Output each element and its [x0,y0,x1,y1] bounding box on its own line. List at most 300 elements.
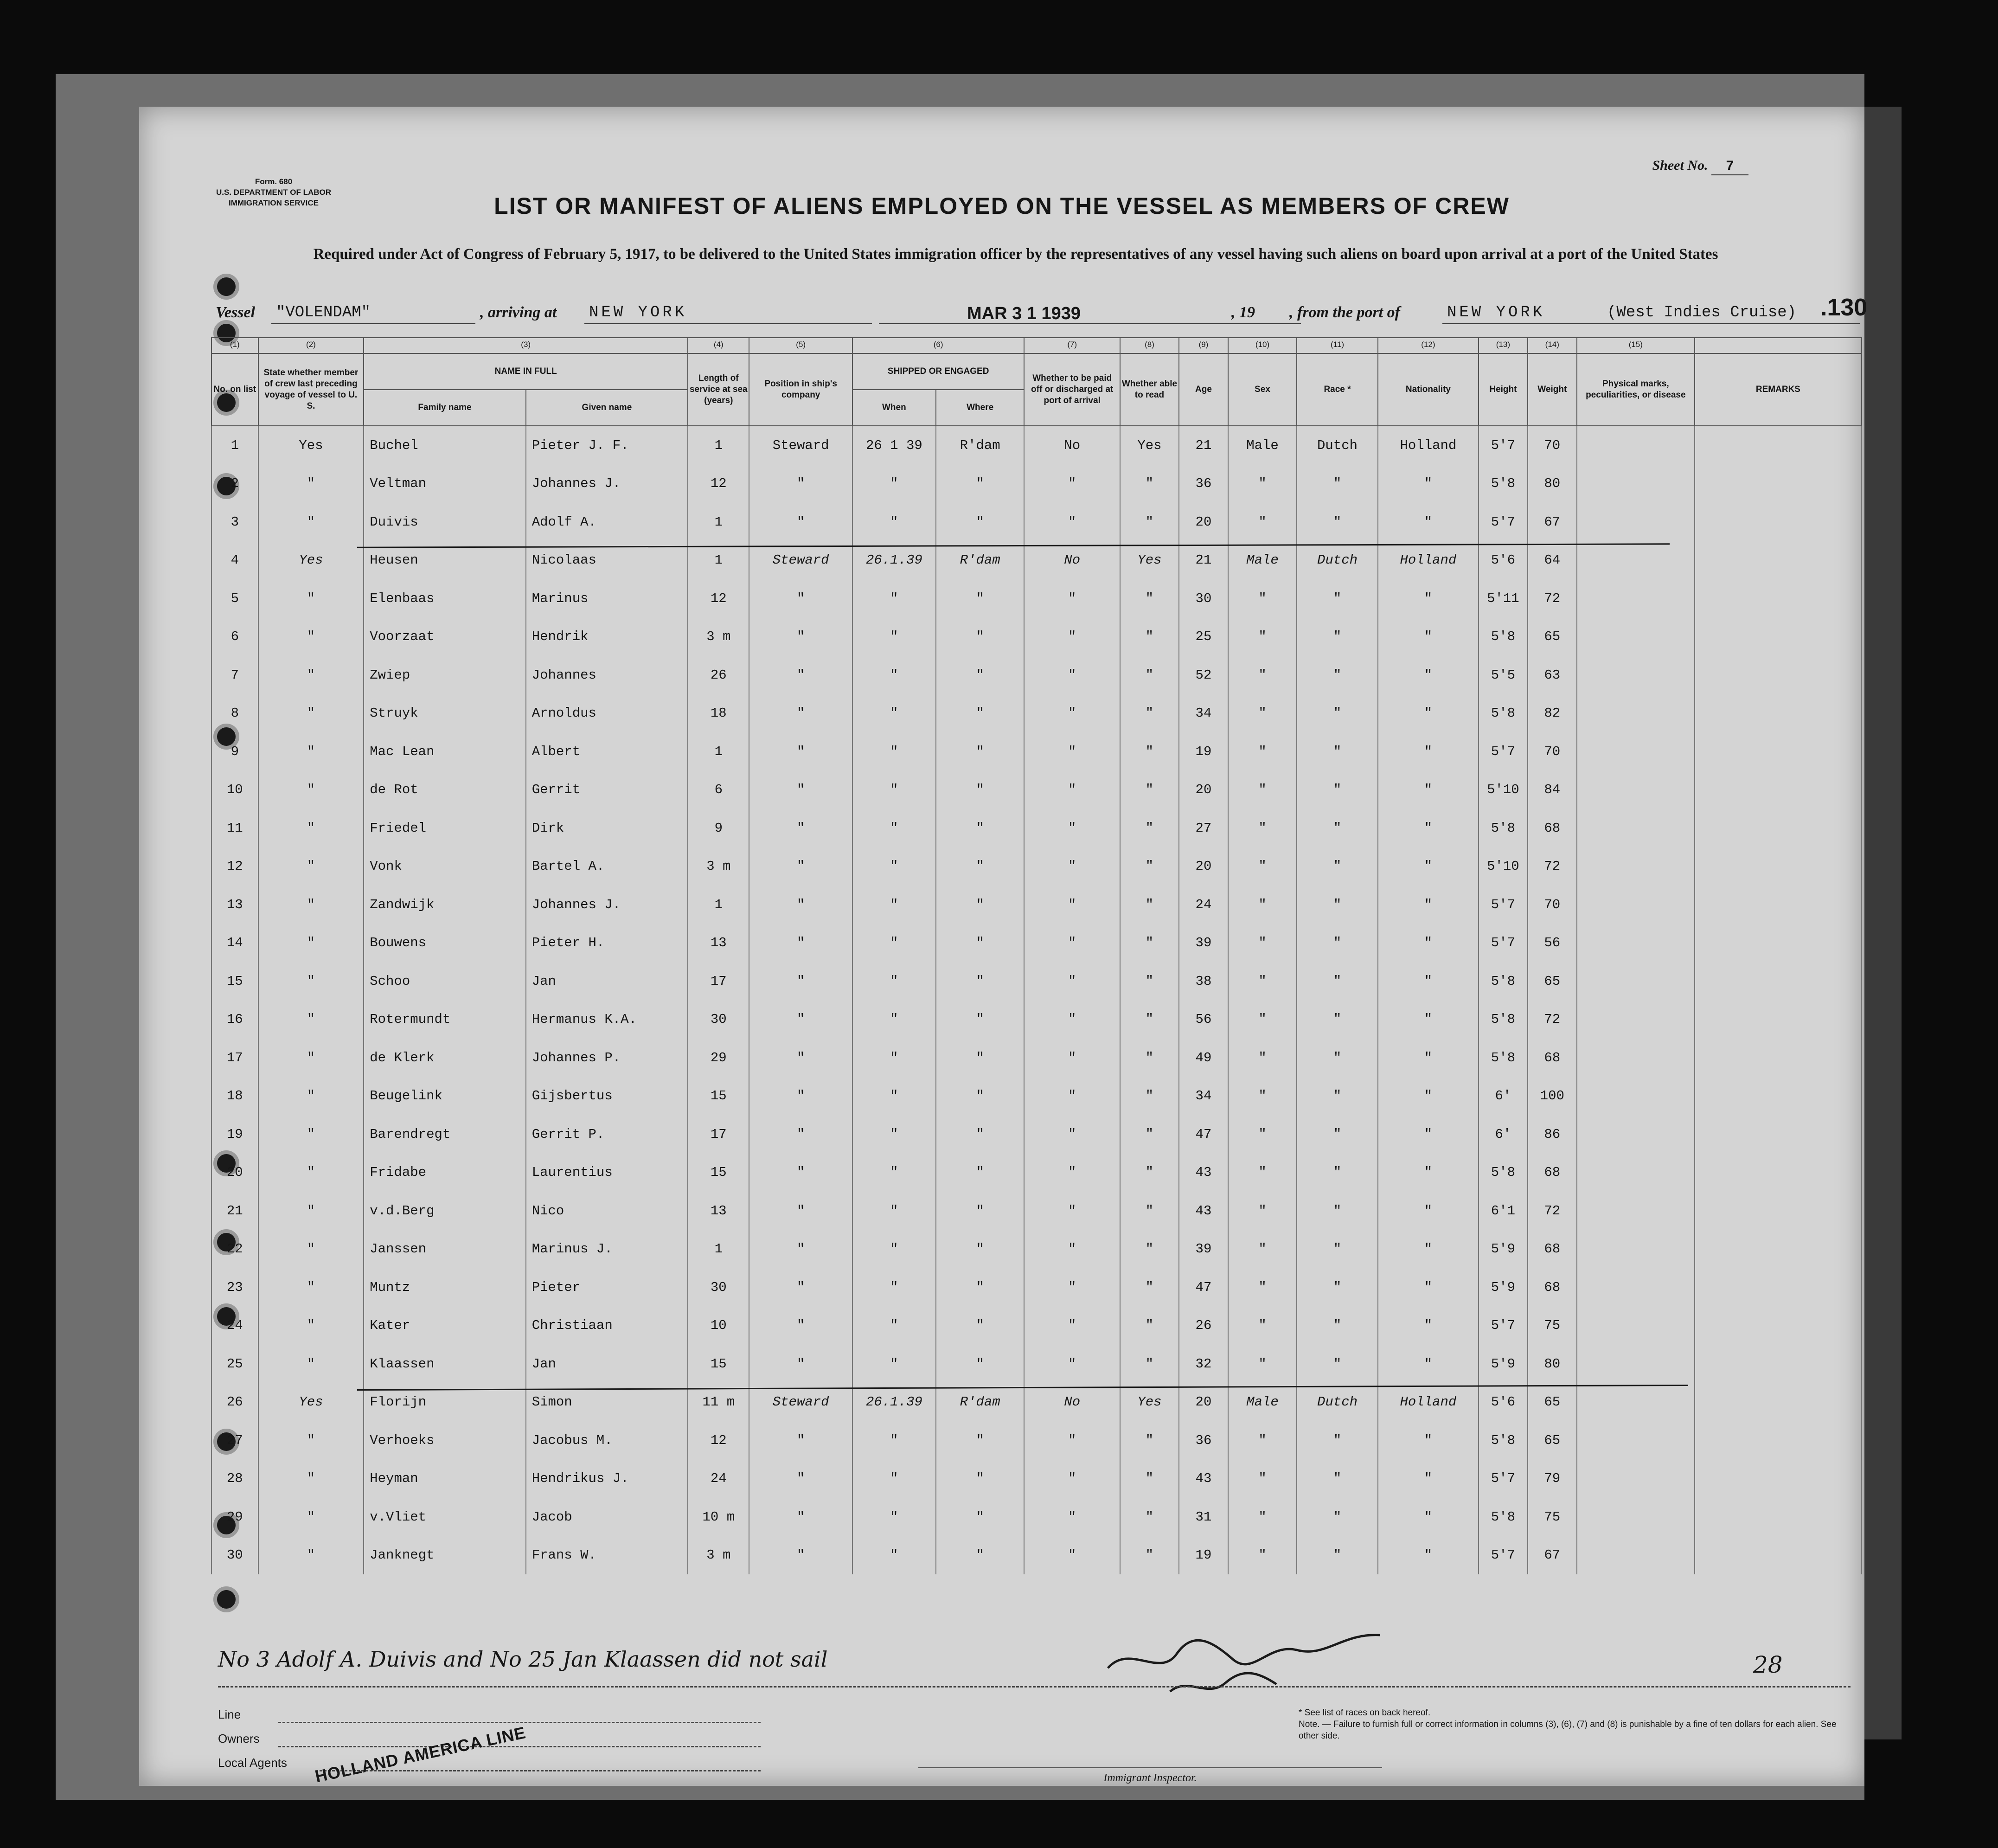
cell-age: 21 [1179,426,1228,465]
cell-previous-voyage: " [258,1460,364,1498]
cell-previous-voyage: " [258,694,364,733]
cell-age: 30 [1179,579,1228,618]
arrival-date: MAR 3 1 1939 [967,304,1081,323]
cell-age: 38 [1179,962,1228,1001]
cell-sex: " [1228,656,1297,694]
table-row [211,1192,1862,1230]
cell-race: " [1297,962,1378,1001]
cell-physical-marks [1577,503,1695,541]
table-row [211,809,1862,847]
cell-height: 5'6 [1479,1383,1528,1422]
col-number: (4) [688,338,749,353]
cell-weight: 68 [1528,1268,1577,1307]
cell-physical-marks [1577,1154,1695,1192]
cell-given-name: Albert [526,732,688,771]
cell-sex: " [1228,1268,1297,1307]
cell-age: 20 [1179,1383,1228,1422]
cell-row-number: 28 [211,1460,258,1498]
cell-height: 5'8 [1479,694,1528,733]
col-number: (10) [1228,338,1297,353]
table-row [211,886,1862,924]
cell-paid-off: " [1024,771,1120,809]
cell-paid-off: " [1024,465,1120,503]
cell-weight: 86 [1528,1115,1577,1154]
cell-shipped-when: 26 1 39 [852,426,936,465]
cell-height: 5'7 [1479,503,1528,541]
cell-shipped-when: " [852,809,936,847]
cell-length-of-service: 1 [688,1230,749,1269]
cell-length-of-service: 15 [688,1154,749,1192]
cell-length-of-service: 12 [688,1421,749,1460]
cell-nationality: " [1378,962,1479,1001]
cell-shipped-when: " [852,694,936,733]
cell-paid-off: No [1024,541,1120,580]
cell-height: 5'6 [1479,541,1528,580]
cell-remarks [1695,1154,1862,1192]
cell-given-name: Pieter [526,1268,688,1307]
cell-height: 5'8 [1479,809,1528,847]
cell-physical-marks [1577,1460,1695,1498]
cell-row-number: 29 [211,1498,258,1536]
cell-paid-off: " [1024,1460,1120,1498]
cell-shipped-when: " [852,1039,936,1077]
cell-shipped-where: " [936,771,1025,809]
cell-age: 31 [1179,1498,1228,1536]
cell-height: 5'8 [1479,1039,1528,1077]
cell-family-name: Fridabe [364,1154,525,1192]
cell-remarks [1695,1498,1862,1536]
cell-height: 5'11 [1479,579,1528,618]
cell-given-name: Gerrit [526,771,688,809]
cell-weight: 84 [1528,771,1577,809]
cell-remarks [1695,1039,1862,1077]
cell-length-of-service: 1 [688,503,749,541]
service-name: IMMIGRATION SERVICE [229,199,319,207]
cell-race: " [1297,1498,1378,1536]
cell-age: 20 [1179,771,1228,809]
cell-height: 5'7 [1479,1307,1528,1345]
cell-nationality: " [1378,1498,1479,1536]
cell-race: " [1297,1460,1378,1498]
cell-length-of-service: 3 m [688,618,749,656]
cell-family-name: Struyk [364,694,525,733]
col-number: (6) [852,338,1025,353]
cell-physical-marks [1577,426,1695,465]
races-note: * See list of races on back hereof. [1299,1708,1431,1718]
sheet-label: Sheet No. [1652,158,1708,173]
cell-row-number: 11 [211,809,258,847]
col-number [1695,338,1862,353]
cell-height: 5'7 [1479,732,1528,771]
cell-given-name: Adolf A. [526,503,688,541]
cell-previous-voyage: " [258,847,364,886]
cell-shipped-where: " [936,847,1025,886]
cell-able-to-read: " [1120,656,1179,694]
col-number: (8) [1120,338,1179,353]
header-name-in-full: NAME IN FULL [364,353,688,390]
cell-nationality: " [1378,809,1479,847]
cell-previous-voyage: " [258,1268,364,1307]
signature-icon [1101,1621,1394,1715]
cell-shipped-where: " [936,1154,1025,1192]
cell-able-to-read: " [1120,1536,1179,1575]
voyage-line [211,294,1868,327]
cell-previous-voyage: " [258,579,364,618]
cell-sex: " [1228,1307,1297,1345]
header-where: Where [936,390,1025,426]
cell-physical-marks [1577,924,1695,962]
cell-height: 5'10 [1479,847,1528,886]
cell-row-number: 10 [211,771,258,809]
cell-able-to-read: " [1120,618,1179,656]
cell-position: " [749,1230,852,1269]
cell-family-name: Vonk [364,847,525,886]
cell-age: 34 [1179,1077,1228,1116]
binder-hole [213,274,239,300]
cell-paid-off: " [1024,1001,1120,1039]
cell-able-to-read: " [1120,962,1179,1001]
cell-nationality: " [1378,886,1479,924]
cell-position: " [749,732,852,771]
table-row [211,1307,1862,1345]
cell-paid-off: " [1024,1268,1120,1307]
cell-row-number: 5 [211,579,258,618]
cell-able-to-read: " [1120,809,1179,847]
cell-given-name: Jacobus M. [526,1421,688,1460]
table-row [211,465,1862,503]
cell-remarks [1695,771,1862,809]
cell-shipped-where: " [936,1307,1025,1345]
footer-labels [218,1702,287,1775]
cell-nationality: " [1378,1345,1479,1383]
cell-given-name: Jacob [526,1498,688,1536]
cell-age: 27 [1179,809,1228,847]
cell-paid-off: " [1024,1077,1120,1116]
cell-nationality: Holland [1378,426,1479,465]
cell-height: 5'10 [1479,771,1528,809]
cell-weight: 100 [1528,1077,1577,1116]
cell-age: 49 [1179,1039,1228,1077]
cell-race: " [1297,1421,1378,1460]
col-number: (1) [211,338,258,353]
cell-length-of-service: 1 [688,426,749,465]
table-row [211,1039,1862,1077]
cell-paid-off: " [1024,618,1120,656]
cell-position: " [749,694,852,733]
cell-shipped-where: " [936,1077,1025,1116]
cell-nationality: " [1378,1001,1479,1039]
cell-physical-marks [1577,541,1695,580]
col-number: (2) [258,338,364,353]
cell-able-to-read: " [1120,1460,1179,1498]
cell-physical-marks [1577,579,1695,618]
cell-previous-voyage: Yes [258,541,364,580]
cell-height: 5'8 [1479,1421,1528,1460]
cell-nationality: " [1378,1307,1479,1345]
owners-label: Owners [218,1732,260,1745]
table-row [211,847,1862,886]
cell-shipped-when: " [852,847,936,886]
cell-shipped-where: " [936,656,1025,694]
cell-position: " [749,1115,852,1154]
table-row [211,1154,1862,1192]
cell-shipped-when: " [852,465,936,503]
cell-shipped-where: " [936,732,1025,771]
cell-previous-voyage: " [258,1192,364,1230]
page-title: LIST OR MANIFEST OF ALIENS EMPLOYED ON THE VESSEL AS MEMBERS OF CREW [494,193,1510,219]
col-number: (5) [749,338,852,353]
handwritten-note: No 3 Adolf A. Duivis and No 25 Jan Klaassen did not sail [218,1647,828,1672]
cell-given-name: Johannes P. [526,1039,688,1077]
cell-race: Dutch [1297,541,1378,580]
cell-age: 47 [1179,1268,1228,1307]
cell-shipped-where: " [936,924,1025,962]
vessel-name: "VOLENDAM" [276,304,371,321]
cell-age: 39 [1179,1230,1228,1269]
cell-able-to-read: " [1120,732,1179,771]
cell-age: 26 [1179,1307,1228,1345]
cell-height: 5'5 [1479,656,1528,694]
cell-shipped-when: " [852,656,936,694]
cell-race: " [1297,886,1378,924]
cell-length-of-service: 6 [688,771,749,809]
header-height: Height [1479,353,1528,426]
cell-weight: 65 [1528,618,1577,656]
cell-shipped-where: " [936,618,1025,656]
cell-shipped-where: " [936,1001,1025,1039]
cell-paid-off: " [1024,1345,1120,1383]
table-row [211,1536,1862,1575]
cell-position: " [749,771,852,809]
cell-family-name: Elenbaas [364,579,525,618]
cell-nationality: " [1378,1154,1479,1192]
cell-weight: 68 [1528,1039,1577,1077]
cell-shipped-when: " [852,732,936,771]
cell-sex: " [1228,1460,1297,1498]
cell-nationality: " [1378,618,1479,656]
cell-weight: 56 [1528,924,1577,962]
cell-physical-marks [1577,618,1695,656]
cell-sex: " [1228,771,1297,809]
cell-able-to-read: " [1120,1421,1179,1460]
cell-nationality: " [1378,579,1479,618]
cell-shipped-when: 26.1.39 [852,541,936,580]
cell-length-of-service: 12 [688,579,749,618]
cell-age: 36 [1179,1421,1228,1460]
cell-remarks [1695,541,1862,580]
cell-sex: " [1228,503,1297,541]
cell-remarks [1695,1268,1862,1307]
cell-nationality: " [1378,1536,1479,1575]
cell-row-number: 21 [211,1192,258,1230]
cell-given-name: Bartel A. [526,847,688,886]
header-physical-marks: Physical marks, peculiarities, or disease [1577,353,1695,426]
cell-length-of-service: 24 [688,1460,749,1498]
cell-remarks [1695,962,1862,1001]
table-row [211,426,1862,465]
cell-physical-marks [1577,1345,1695,1383]
col-number: (7) [1024,338,1120,353]
cell-race: " [1297,771,1378,809]
cell-height: 5'7 [1479,886,1528,924]
department-name: U.S. DEPARTMENT OF LABOR [216,188,332,197]
cell-family-name: Buchel [364,426,525,465]
cell-age: 47 [1179,1115,1228,1154]
cell-shipped-where: " [936,1192,1025,1230]
cell-row-number: 24 [211,1307,258,1345]
cell-shipped-where: " [936,1498,1025,1536]
cell-given-name: Hendrikus J. [526,1460,688,1498]
cell-weight: 63 [1528,656,1577,694]
cell-nationality: " [1378,1115,1479,1154]
cell-length-of-service: 30 [688,1268,749,1307]
inspector-signature-line: Immigrant Inspector. [918,1767,1382,1784]
cell-physical-marks [1577,1192,1695,1230]
cell-shipped-when: " [852,771,936,809]
cell-family-name: Friedel [364,809,525,847]
cell-sex: " [1228,962,1297,1001]
cell-nationality: " [1378,924,1479,962]
cell-age: 19 [1179,1536,1228,1575]
cell-shipped-when: " [852,886,936,924]
cell-physical-marks [1577,1421,1695,1460]
cell-paid-off: " [1024,1230,1120,1269]
cell-able-to-read: " [1120,1192,1179,1230]
cell-sex: " [1228,1001,1297,1039]
cell-able-to-read: " [1120,1307,1179,1345]
cell-length-of-service: 9 [688,809,749,847]
cell-given-name: Pieter J. F. [526,426,688,465]
cell-previous-voyage: " [258,1039,364,1077]
cell-given-name: Jan [526,1345,688,1383]
arriving-label: , arriving at [480,304,557,321]
from-port: NEW YORK [1447,304,1545,321]
cell-physical-marks [1577,656,1695,694]
cell-position: " [749,1268,852,1307]
cell-remarks [1695,1230,1862,1269]
cell-physical-marks [1577,1115,1695,1154]
cell-previous-voyage: " [258,1001,364,1039]
cell-able-to-read: " [1120,924,1179,962]
cell-sex: " [1228,1039,1297,1077]
cell-sex: " [1228,732,1297,771]
cell-sex: Male [1228,1383,1297,1422]
cell-previous-voyage: " [258,809,364,847]
cell-previous-voyage: " [258,1077,364,1116]
cell-able-to-read: " [1120,1154,1179,1192]
cell-remarks [1695,1307,1862,1345]
cell-paid-off: " [1024,1039,1120,1077]
cell-physical-marks [1577,1077,1695,1116]
cell-length-of-service: 13 [688,924,749,962]
cell-remarks [1695,1192,1862,1230]
cell-previous-voyage: " [258,1115,364,1154]
cell-weight: 70 [1528,426,1577,465]
crew-rows [211,426,1862,1574]
cell-race: " [1297,732,1378,771]
col-number: (13) [1479,338,1528,353]
cell-shipped-when: " [852,1230,936,1269]
cell-able-to-read: " [1120,886,1179,924]
cell-row-number: 4 [211,541,258,580]
cell-position: " [749,924,852,962]
cell-position: " [749,465,852,503]
cell-given-name: Arnoldus [526,694,688,733]
cell-family-name: Rotermundt [364,1001,525,1039]
cell-given-name: Jan [526,962,688,1001]
cell-sex: Male [1228,541,1297,580]
cell-race: " [1297,1154,1378,1192]
header-row [211,353,1862,390]
cell-family-name: Kater [364,1307,525,1345]
cell-shipped-when: " [852,1498,936,1536]
cell-position: " [749,1345,852,1383]
cell-weight: 64 [1528,541,1577,580]
cell-previous-voyage: Yes [258,426,364,465]
cell-length-of-service: 15 [688,1077,749,1116]
cell-shipped-when: " [852,1345,936,1383]
header-family-name: Family name [364,390,525,426]
cell-paid-off: " [1024,656,1120,694]
cell-family-name: Veltman [364,465,525,503]
col-number: (11) [1297,338,1378,353]
cell-race: " [1297,1115,1378,1154]
cell-sex: " [1228,1192,1297,1230]
cell-paid-off: " [1024,1307,1120,1345]
cell-paid-off: " [1024,962,1120,1001]
cell-sex: " [1228,579,1297,618]
cell-remarks [1695,694,1862,733]
cell-shipped-when: " [852,924,936,962]
cell-shipped-where: " [936,579,1025,618]
table-row [211,579,1862,618]
cell-length-of-service: 17 [688,1115,749,1154]
cell-race: " [1297,694,1378,733]
cell-physical-marks [1577,771,1695,809]
cell-age: 32 [1179,1345,1228,1383]
cell-physical-marks [1577,809,1695,847]
cell-remarks [1695,503,1862,541]
cell-able-to-read: " [1120,1268,1179,1307]
cell-height: 6' [1479,1115,1528,1154]
cell-shipped-where: " [936,809,1025,847]
cell-height: 5'9 [1479,1268,1528,1307]
cell-paid-off: " [1024,1154,1120,1192]
cell-family-name: Janssen [364,1230,525,1269]
cell-sex: " [1228,1498,1297,1536]
cell-nationality: Holland [1378,541,1479,580]
cell-shipped-when: " [852,1077,936,1116]
table-row [211,1421,1862,1460]
cell-age: 52 [1179,656,1228,694]
cell-able-to-read: " [1120,1115,1179,1154]
cell-nationality: " [1378,1460,1479,1498]
col-number: (3) [364,338,688,353]
cell-length-of-service: 3 m [688,847,749,886]
cell-physical-marks [1577,1039,1695,1077]
cell-weight: 72 [1528,1192,1577,1230]
table-row [211,1268,1862,1307]
header-remarks: REMARKS [1695,353,1862,426]
cell-shipped-where: " [936,1230,1025,1269]
cell-given-name: Marinus J. [526,1230,688,1269]
cell-nationality: " [1378,1192,1479,1230]
cell-weight: 70 [1528,886,1577,924]
cell-nationality: " [1378,1421,1479,1460]
cell-previous-voyage: " [258,962,364,1001]
cell-given-name: Johannes [526,656,688,694]
cell-length-of-service: 26 [688,656,749,694]
